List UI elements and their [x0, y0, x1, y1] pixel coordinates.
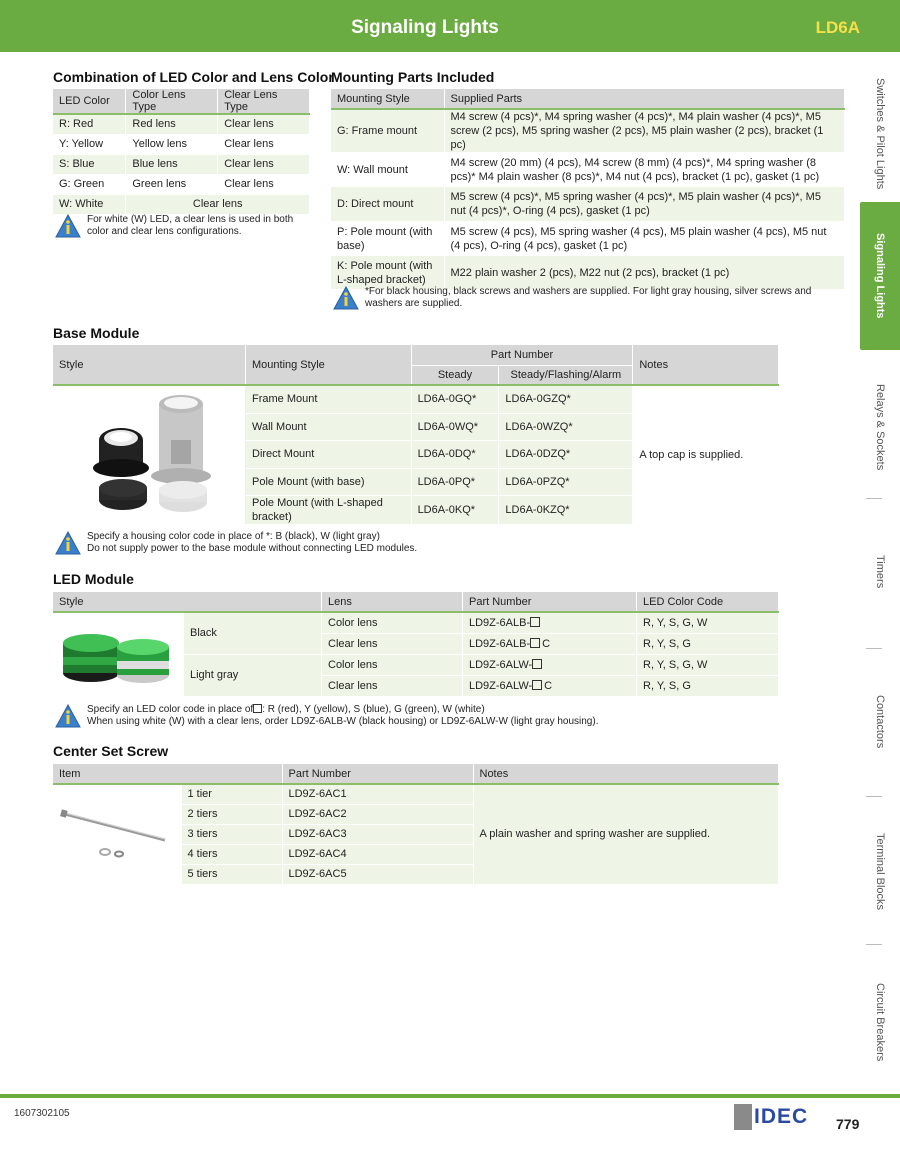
led-module-photo	[59, 617, 177, 687]
screw-header: Item	[53, 764, 282, 784]
placeholder-box-icon	[532, 680, 542, 690]
housing-label: Black	[184, 612, 322, 654]
set-screw-photo	[59, 802, 171, 862]
table-row: Light gray Color lens LD9Z-6ALW- R, Y, S, G, W	[53, 654, 779, 675]
screw-notes: A plain washer and spring washer are supplied.	[473, 784, 779, 884]
table-row: P: Pole mount (with base) M5 screw (4 pcs), M5 spring washer (4 pcs), M5 plain washer (4 pcs), M5 nut (4 pcs), O-ring (4 pcs), gasket (1 pc)	[331, 222, 845, 256]
sidebar-divider	[866, 498, 882, 499]
led-note: Specify an LED color code in place of : R (red), Y (yellow), S (blue), G (green), W (white) When using white (W) with a clear lens, order LD9Z-6ALB-W (black housing) or LD9Z-6ALW-W (light gray housing).	[55, 704, 775, 728]
led-header: Part Number	[463, 592, 637, 612]
combo-header: LED Color	[53, 89, 126, 114]
placeholder-box-icon	[532, 659, 542, 669]
brand-name: IDEC	[754, 1105, 809, 1128]
led-header: LED Color Code	[637, 592, 779, 612]
placeholder-box-icon	[530, 617, 540, 627]
mounting-header: Mounting Style	[331, 89, 444, 109]
sidebar-divider	[866, 944, 882, 945]
led-table	[53, 592, 779, 697]
sidebar-item-signaling[interactable]: Signaling Lights	[860, 202, 900, 350]
page-title: Signaling Lights	[351, 17, 499, 38]
sidebar-item-terminal-blocks[interactable]: Terminal Blocks	[874, 833, 886, 911]
base-notes: A top cap is supplied.	[633, 385, 779, 524]
sidebar-item-switches[interactable]: Switches & Pilot Lights	[874, 78, 886, 190]
document-number: 1607302105	[14, 1108, 70, 1119]
base-header-steady: Steady	[411, 365, 499, 385]
combo-note: For white (W) LED, a clear lens is used in both color and clear lens configurations.	[55, 214, 305, 238]
table-row: 4 tiers LD9Z-6AC4	[53, 844, 779, 864]
table-row: W: White Clear lens	[53, 194, 310, 214]
table-row: 3 tiers LD9Z-6AC3	[53, 824, 779, 844]
sidebar-item-relays[interactable]: Relays & Sockets	[874, 383, 886, 471]
idec-logo	[734, 1104, 808, 1130]
screw-table	[53, 764, 779, 885]
table-row: 5 tiers LD9Z-6AC5	[53, 864, 779, 884]
table-row: Pole Mount (with base) LD6A-0PQ* LD6A-0PZQ*	[53, 468, 779, 495]
table-row: Direct Mount LD6A-0DQ* LD6A-0DZQ*	[53, 440, 779, 468]
screw-image	[53, 784, 181, 884]
mounting-table	[331, 89, 845, 290]
footer-rule	[0, 1094, 900, 1098]
led-title: LED Module	[53, 571, 134, 587]
table-row: Clear lens LD9Z-6ALW- C R, Y, S, G	[53, 675, 779, 696]
combo-header: Color Lens Type	[126, 89, 218, 114]
led-header: Style	[53, 592, 322, 612]
screw-title: Center Set Screw	[53, 743, 169, 759]
model-code: LD6A	[815, 18, 860, 37]
page-number: 779	[836, 1116, 860, 1132]
mounting-note: *For black housing, black screws and washers are supplied. For light gray housing, silver screws and washers are supplied.	[333, 286, 843, 310]
table-row: K: Pole mount (with L-shaped bracket) M22 plain washer 2 (pcs), M22 nut (2 pcs), bracket (1 pc)	[331, 256, 845, 290]
sidebar-divider	[866, 796, 882, 797]
sidebar-divider	[866, 648, 882, 649]
base-note: Specify a housing color code in place of *: B (black), W (light gray) Do not supply power to the base module without connecting LED modules.	[55, 531, 775, 555]
table-row: G: Frame mount M4 screw (4 pcs)*, M4 spring washer (4 pcs)*, M4 plain washer (4 pcs)*, M5 screw (2 pcs), M5 spring washer (2 pcs), M5 plain washer (2 pcs), bracket (1 pc)	[331, 109, 845, 153]
info-icon	[333, 286, 359, 310]
base-header-part-number: Part Number	[411, 345, 633, 365]
logo-mark-icon	[734, 1104, 752, 1130]
table-row: 2 tiers LD9Z-6AC2	[53, 804, 779, 824]
combo-header: Clear Lens Type	[218, 89, 310, 114]
table-row: Black Color lens LD9Z-6ALB- R, Y, S, G, W	[53, 612, 779, 633]
base-module-photo	[59, 388, 239, 518]
info-icon	[55, 704, 81, 728]
base-title: Base Module	[53, 325, 140, 341]
base-header-flashing: Steady/Flashing/Alarm	[499, 365, 633, 385]
sidebar-item-timers[interactable]: Timers	[874, 555, 886, 589]
led-module-image	[53, 612, 184, 696]
info-icon	[55, 214, 81, 238]
table-row: W: Wall mount M4 screw (20 mm) (4 pcs), M4 screw (8 mm) (4 pcs)*, M4 spring washer (8 pcs)* M4 plain washer (8 pcs)*, M4 nut (4 pcs), bracket (1 pc), gasket (1 pc)	[331, 153, 845, 187]
table-row: Wall Mount LD6A-0WQ* LD6A-0WZQ*	[53, 413, 779, 440]
table-row: Y: Yellow Yellow lens Clear lens	[53, 134, 310, 154]
led-header: Lens	[322, 592, 463, 612]
category-sidebar	[860, 52, 900, 1092]
base-module-image	[53, 385, 246, 524]
housing-label: Light gray	[184, 654, 322, 696]
placeholder-box-icon	[253, 704, 262, 713]
table-row: R: Red Red lens Clear lens	[53, 114, 310, 134]
table-row: G: Green Green lens Clear lens	[53, 174, 310, 194]
screw-header: Part Number	[282, 764, 473, 784]
combo-table	[53, 89, 310, 215]
mounting-title: Mounting Parts Included	[331, 69, 495, 85]
table-row: Frame Mount LD6A-0GQ* LD6A-0GZQ* A top cap is supplied.	[53, 385, 779, 413]
table-row: D: Direct mount M5 screw (4 pcs)*, M5 spring washer (4 pcs)*, M5 plain washer (4 pcs)*, M5 nut (4 pcs)*, O-ring (4 pcs), gasket (1 pc)	[331, 187, 845, 222]
info-icon	[55, 531, 81, 555]
combo-title: Combination of LED Color and Lens Color	[53, 69, 334, 85]
mounting-header: Supplied Parts	[444, 89, 845, 109]
base-header-style: Style	[53, 345, 246, 385]
table-row: Clear lens LD9Z-6ALB- C R, Y, S, G	[53, 633, 779, 654]
table-row: 1 tier LD9Z-6AC1 A plain washer and spring washer are supplied.	[53, 784, 779, 804]
sidebar-item-contactors[interactable]: Contactors	[874, 695, 886, 749]
table-row: Pole Mount (with L-shaped bracket) LD6A-0KQ* LD6A-0KZQ*	[53, 495, 779, 524]
base-table	[53, 345, 779, 525]
placeholder-box-icon	[530, 638, 540, 648]
sidebar-item-circuit-breakers[interactable]: Circuit Breakers	[874, 982, 886, 1062]
page-header	[0, 0, 900, 52]
table-row: S: Blue Blue lens Clear lens	[53, 154, 310, 174]
base-header-notes: Notes	[633, 345, 779, 385]
screw-header: Notes	[473, 764, 779, 784]
base-header-mounting: Mounting Style	[246, 345, 412, 385]
